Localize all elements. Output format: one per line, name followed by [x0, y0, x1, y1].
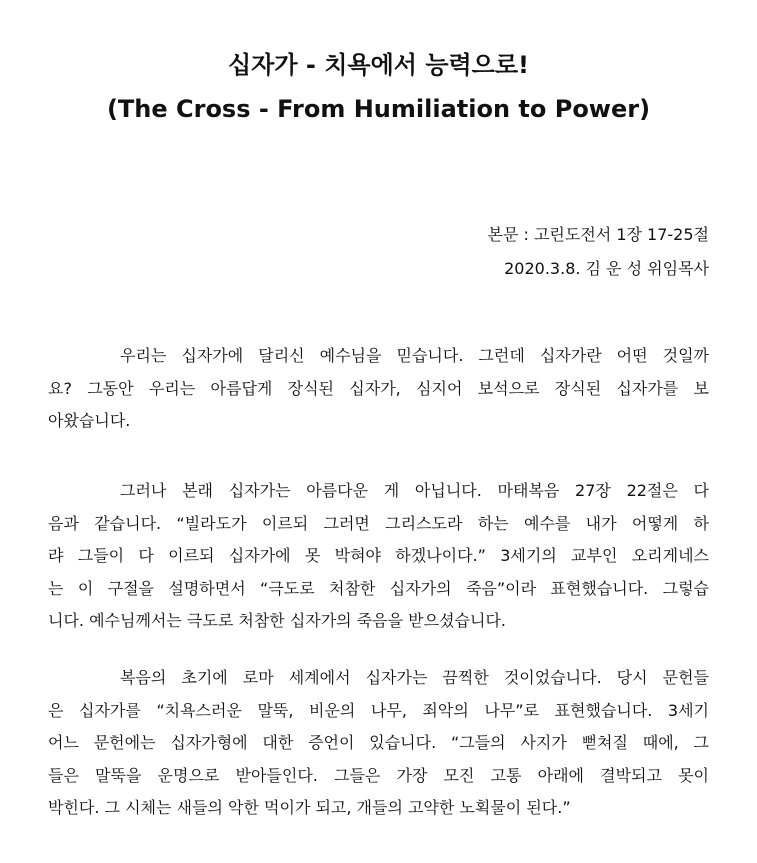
paragraph-line: 박힌다. 그 시체는 새들의 악한 먹이가 되고, 개들의 고약한 노획물이 된다.” [48, 798, 571, 817]
paragraph-1 [48, 340, 709, 438]
scripture-reference: 본문 : 고린도전서 1장 17-25절 [487, 225, 709, 244]
paragraph-line: 랴 그들이 다 이르되 십자가에 못 박혀야 하겠나이다.” 3세기의 교부인 오리게네스 [48, 546, 709, 565]
title-english: (The Cross - From Humiliation to Power) [106, 95, 651, 123]
paragraph-line: 는 이 구절을 설명하면서 “극도로 처참한 십자가의 죽음”이라 표현했습니다. 그렇습 [48, 578, 709, 598]
date-and-author: 2020.3.8. 김 운 성 위임목사 [504, 259, 709, 278]
paragraph-line: 요? 그동안 우리는 아름답게 장식된 십자가, 심지어 보석으로 장식된 십자가를 보 [48, 378, 709, 398]
paragraph-line: 그러나 본래 십자가는 아름다운 게 아닙니다. 마태복음 27장 22절은 다 [120, 481, 709, 500]
paragraph-line: 음과 같습니다. “빌라도가 이르되 그러면 그리스도라 하는 예수를 내가 어떻게 하 [48, 513, 709, 533]
paragraph-line: 복음의 초기에 로마 세계에서 십자가는 끔찍한 것이었습니다. 당시 문헌들 [120, 668, 709, 687]
paragraph-line: 은 십자가를 “치욕스러운 말뚝, 비운의 나무, 죄악의 나무”로 표현했습니다. 3세기 [48, 700, 709, 720]
paragraph-line: 우리는 십자가에 달리신 예수님을 믿습니다. 그런데 십자가란 어떤 것일까 [120, 346, 709, 365]
paragraph-line: 들은 말뚝을 운명으로 받아들인다. 그들은 가장 모진 고통 아래에 결박되고 못이 [48, 765, 709, 785]
paragraph-line: 니다. 예수님께서는 극도로 처참한 십자가의 죽음을 받으셨습니다. [48, 611, 507, 630]
paragraph-line: 어느 문헌에는 십자가형에 대한 증언이 있습니다. “그들의 사지가 뻗쳐질 때에, 그 [48, 733, 709, 752]
paragraph-line: 아왔습니다. [48, 411, 131, 430]
title-korean: 십자가 - 치욕에서 능력으로! [228, 51, 529, 79]
paragraph-2 [48, 475, 709, 638]
paragraph-3 [48, 662, 709, 825]
